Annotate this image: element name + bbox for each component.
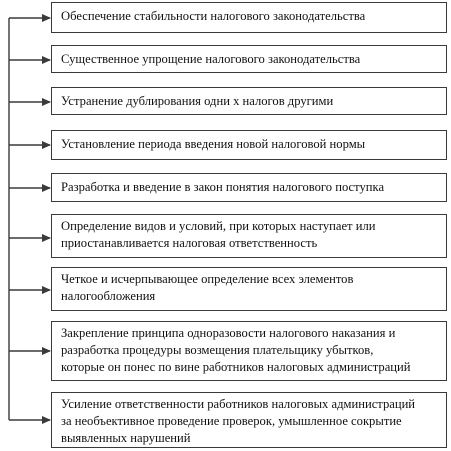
measure-text: Четкое и исчерпывающее определение всех элементов налогообложения: [61, 272, 354, 303]
measure-box: [51, 267, 447, 311]
measure-text: Устранение дублирования одни х налогов другими: [61, 94, 334, 108]
measure-box: [51, 45, 447, 73]
measure-box: [51, 173, 447, 202]
measure-text: Обеспечение стабильности налогового законодательства: [61, 9, 366, 23]
measure-text: Определение видов и условий, при которых наступает или приостанавливается налоговая ответственность: [61, 219, 376, 250]
measure-box: [51, 321, 447, 381]
measure-box: [51, 214, 447, 258]
measure-text: Усиление ответственности работников налоговых администраций за необъективное проведение проверок, умышленное сокрытие выявленных нарушений: [61, 397, 416, 445]
measure-box: [51, 130, 447, 160]
measure-box: [51, 2, 447, 33]
measure-text: Закрепление принципа одноразовости налогового наказания и разработка процедуры возмещения плательщику убытков, которые он понес по вине работников налоговых администраций: [61, 326, 411, 374]
measure-text: Установление периода введения новой налоговой нормы: [61, 137, 366, 151]
measure-box: [51, 87, 447, 115]
measure-box: [51, 392, 447, 448]
measure-text: Существенное упрощение налогового законодательства: [61, 52, 361, 66]
measure-text: Разработка и введение в закон понятия налогового поступка: [61, 180, 385, 194]
